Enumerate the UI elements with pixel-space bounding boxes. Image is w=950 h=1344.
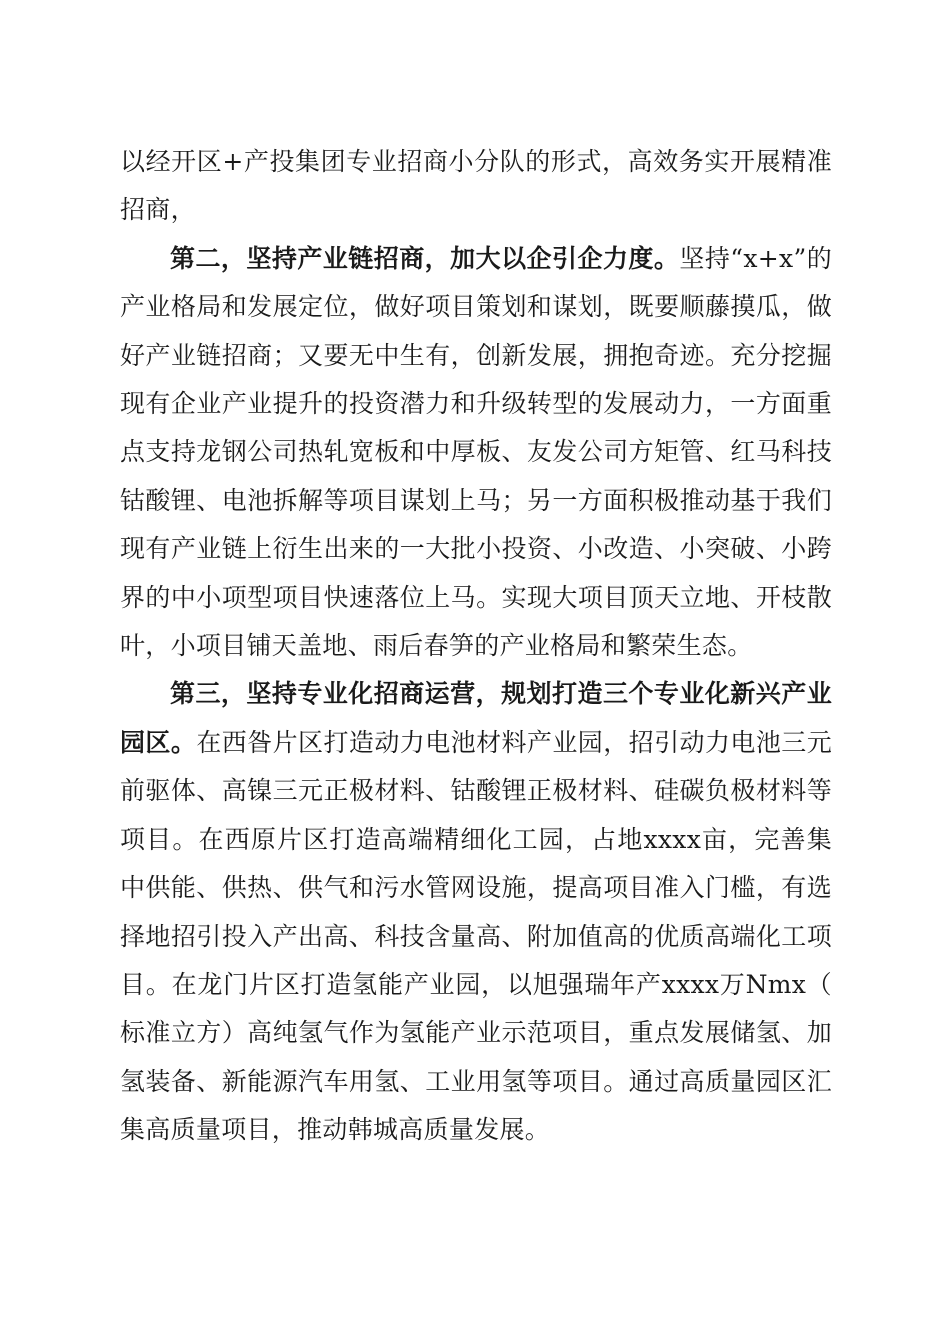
paragraph-2-heading: 第二，坚持产业链招商，加大以企引企力度。 bbox=[170, 243, 680, 273]
paragraph-2-text: 坚持“x+x”的产业格局和发展定位，做好项目策划和谋划，既要顺藤摸瓜，做好产业链招商；又要无中生有，创新发展，拥抱奇迹。充分挖掘现有企业产业提升的投资潜力和升级转型的发展动力，一方面重点支持龙钢公司热轧宽板和中厚板、友发公司方矩管、红马科技钴酸锂、电池拆解等项目谋划上马；另一方面积极推动基于我们现有产业链上衍生出来的一大批小投资、小改造、小突破、小跨界的中小项型项目快速落位上马。实现大项目顶天立地、开枝散叶，小项目铺天盖地、雨后春笋的产业格局和繁荣生态。 bbox=[120, 243, 832, 661]
paragraph-3-text: 在西昝片区打造动力电池材料产业园，招引动力电池三元前驱体、高镍三元正极材料、钴酸锂正极材料、硅碳负极材料等项目。在西原片区打造高端精细化工园，占地xxxx亩，完善集中供能、供热、供气和污水管网设施，提高项目准入门槛，有选择地招引投入产出高、科技含量高、附加值高的优质高端化工项目。在龙门片区打造氢能产业园，以旭强瑞年产xxxx万Nmx（标准立方）高纯氢气作为氢能产业示范项目，重点发展储氢、加氢装备、新能源汽车用氢、工业用氢等项目。通过高质量园区汇集高质量项目，推动韩城高质量发展。 bbox=[120, 727, 832, 1145]
paragraph-industrial-parks bbox=[120, 670, 832, 1154]
paragraph-continuation bbox=[120, 138, 832, 235]
paragraph-1-text: 以经开区+产投集团专业招商小分队的形式，高效务实开展精准招商， bbox=[120, 147, 832, 225]
document-body bbox=[120, 138, 832, 1155]
paragraph-industrial-chain bbox=[120, 235, 832, 671]
paragraph-3-heading: 第三，坚持专业化招商运营，规划打造三个专业化新兴产业园区。 bbox=[120, 679, 832, 757]
